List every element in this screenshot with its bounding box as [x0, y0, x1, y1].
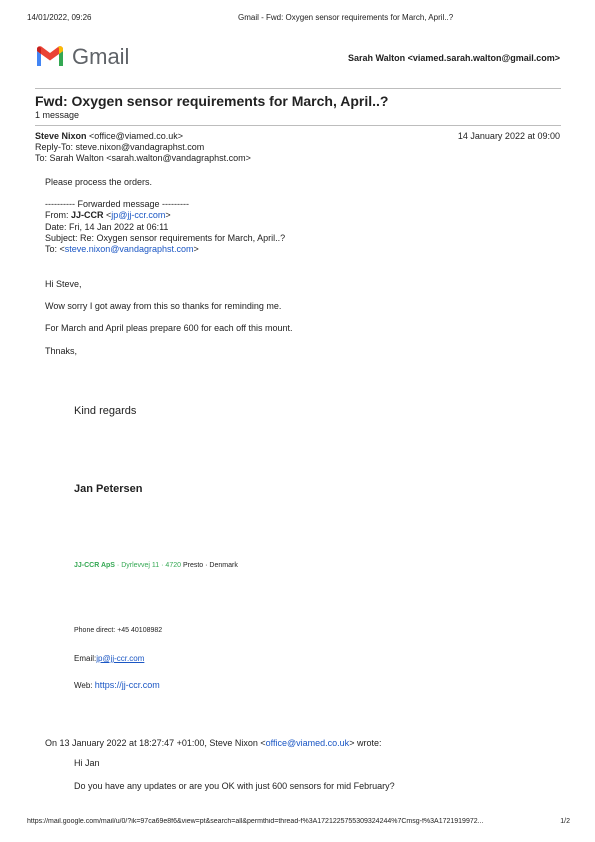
- forward-date: Date: Fri, 14 Jan 2022 at 06:11: [45, 222, 169, 232]
- signature-regards: Kind regards: [74, 405, 137, 417]
- gmail-logo-icon[interactable]: [35, 44, 65, 68]
- forward-from-pre: <: [103, 210, 112, 220]
- forward-subject: Subject: Re: Oxygen sensor requirements for March, April..?: [45, 233, 286, 243]
- signature-city: Presto: [182, 562, 204, 569]
- quoted-intro: [45, 738, 381, 748]
- reply-to: Reply-To: steve.nixon@vandagraphst.com: [35, 142, 205, 152]
- subject-divider: [35, 125, 561, 126]
- body-sign: Thnaks,: [45, 346, 78, 356]
- signature-web-link[interactable]: https://jj-ccr.com: [94, 680, 160, 690]
- signature-company: JJ-CCR ApS: [74, 562, 115, 569]
- sender-line: [35, 131, 183, 141]
- body-line-1: Wow sorry I got away from this so thanks for reminding me.: [45, 301, 282, 311]
- signature-web-label: Web:: [74, 681, 95, 690]
- signature-email-line: [74, 654, 144, 663]
- signature-zip: · 4720: [161, 562, 182, 569]
- to-line: To: Sarah Walton <sarah.walton@vandagraphst.com>: [35, 153, 251, 163]
- quoted-greeting: Hi Jan: [74, 758, 100, 768]
- thread-subject: Fwd: Oxygen sensor requirements for March, April..?: [35, 93, 389, 109]
- print-url: https://mail.google.com/mail/u/0/?ik=97ca69e8f6&view=pt&search=all&permthid=thread-f%3A1721225755309324244%7Cmsg-f%3A1721919972...: [27, 818, 484, 825]
- quoted-intro-email-link[interactable]: office@viamed.co.uk: [265, 738, 350, 748]
- message-count: 1 message: [35, 110, 80, 120]
- header-divider: [35, 88, 561, 89]
- print-page-number: 1/2: [560, 818, 570, 825]
- forward-from-label: From:: [45, 210, 71, 220]
- sender-email: <office@viamed.co.uk>: [89, 131, 184, 141]
- forward-from-email-link[interactable]: jp@jj-ccr.com: [111, 210, 166, 220]
- forward-to-email-link[interactable]: steve.nixon@vandagraphst.com: [64, 244, 194, 254]
- forward-from: [45, 210, 171, 220]
- account-label: Sarah Walton <viamed.sarah.walton@gmail.com>: [347, 53, 560, 63]
- signature-street: · Dyrlevvej 11: [116, 562, 160, 569]
- forward-from-name: JJ-CCR: [71, 210, 104, 220]
- intro-text: Please process the orders.: [45, 177, 153, 187]
- quoted-intro-pre: On 13 January 2022 at 18:27:47 +01:00, Steve Nixon <: [45, 738, 266, 748]
- forward-from-post: >: [165, 210, 171, 220]
- body-greeting: Hi Steve,: [45, 279, 82, 289]
- forward-to-post: >: [193, 244, 199, 254]
- forward-to-label: To: <: [45, 244, 65, 254]
- gmail-logo-text: Gmail: [72, 44, 130, 69]
- forward-to: [45, 244, 199, 254]
- print-title: Gmail - Fwd: Oxygen sensor requirements for March, April..?: [238, 13, 454, 22]
- signature-country: · Denmark: [205, 562, 238, 569]
- signature-email-link[interactable]: jp@jj-ccr.com: [96, 654, 145, 663]
- signature-phone: Phone direct: +45 40108982: [74, 627, 163, 634]
- signature-email-label: Email:: [74, 654, 97, 663]
- sender-name: Steve Nixon: [35, 131, 87, 141]
- body-line-2: For March and April pleas prepare 600 for each off this mount.: [45, 323, 293, 333]
- message-date: 14 January 2022 at 09:00: [457, 131, 560, 141]
- signature-address: [74, 562, 238, 569]
- print-datetime: 14/01/2022, 09:26: [27, 13, 92, 22]
- signature-web-line: [74, 680, 160, 690]
- signature-name: Jan Petersen: [74, 483, 143, 495]
- forward-divider: ---------- Forwarded message ---------: [45, 199, 189, 209]
- quoted-line-1: Do you have any updates or are you OK with just 600 sensors for mid February?: [74, 781, 395, 791]
- quoted-intro-post: > wrote:: [349, 738, 382, 748]
